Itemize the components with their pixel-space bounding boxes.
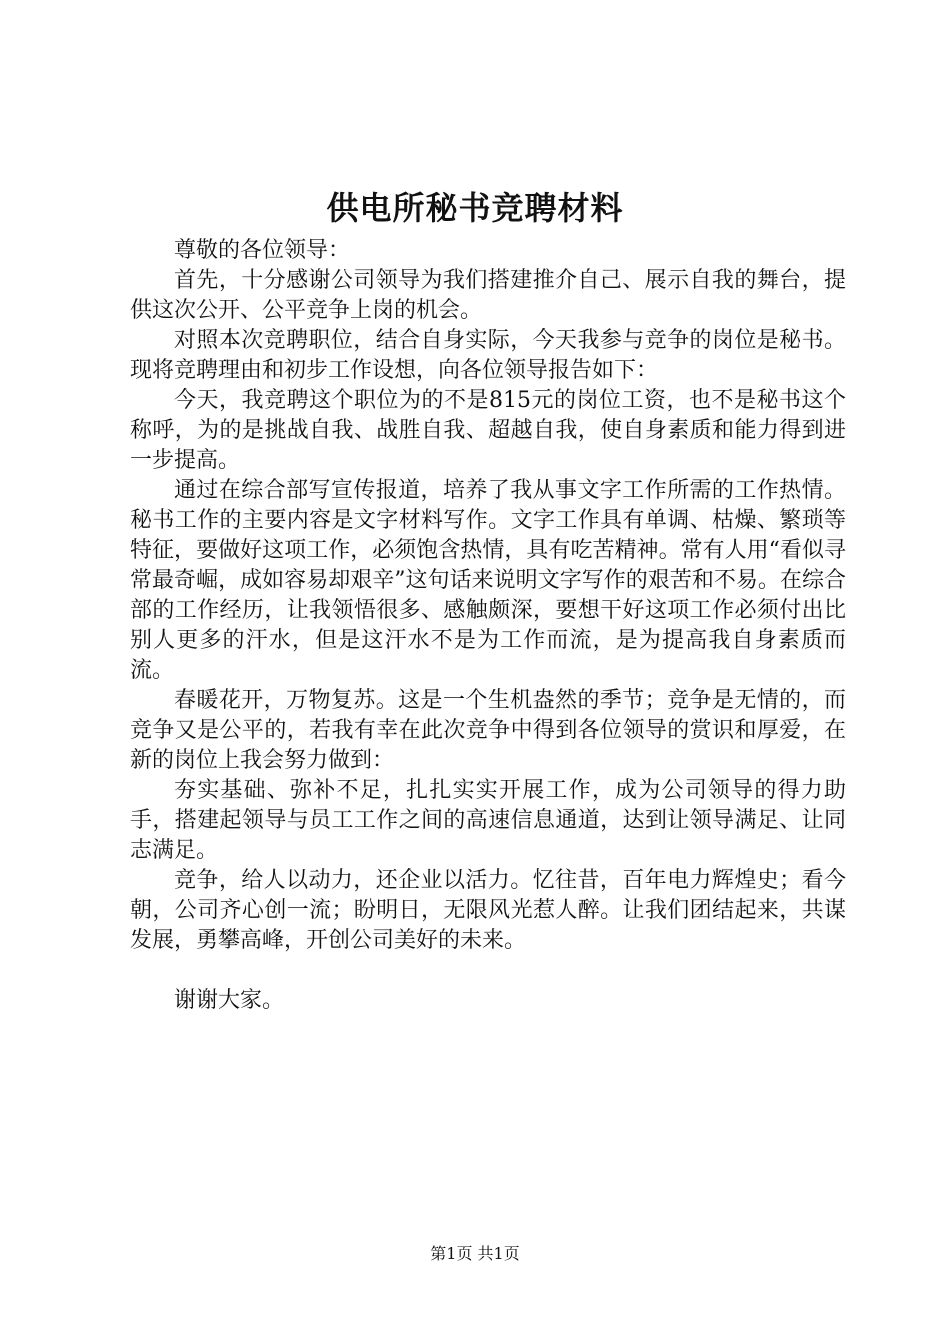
paragraph-5: 春暖花开，万物复苏。这是一个生机盎然的季节；竞争是无情的，而竞争又是公平的，若我有幸在此次竞争中得到各位领导的赏识和厚爱，在新的岗位上我会努力做到： [130,688,846,773]
paragraph-4: 通过在综合部写宣传报道，培养了我从事文字工作所需的工作热情。秘书工作的主要内容是文字材料写作。文字工作具有单调、枯燥、繁琐等特征，要做好这项工作，必须饱含热情，具有吃苦精神。常有人用“看似寻常最奇崛，成如容易却艰辛”这句话来说明文字写作的艰苦和不易。在综合部的工作经历，让我领悟很多、感触颇深，要想干好这项工作必须付出比别人更多的汗水，但是这汗水不是为工作而流，是为提高我自身素质而流。 [130,478,846,683]
paragraph-3: 今天，我竞聘这个职位为的不是815元的岗位工资，也不是秘书这个称呼，为的是挑战自我、战胜自我、超越自我，使自身素质和能力得到进一步提高。 [130,388,846,473]
closing: 谢谢大家。 [174,988,285,1013]
page-footer: 第1页 共1页 [430,1244,520,1263]
document-body [130,236,846,1016]
paragraph-1: 首先，十分感谢公司领导为我们搭建推介自己、展示自我的舞台，提供这次公开、公平竞争上岗的机会。 [130,268,846,323]
paragraph-7: 竞争，给人以动力，还企业以活力。忆往昔，百年电力辉煌史；看今朝，公司齐心创一流；盼明日，无限风光惹人醉。让我们团结起来，共谋发展，勇攀高峰，开创公司美好的未来。 [130,868,846,953]
document-title: 供电所秘书竞聘材料 [326,189,624,227]
greeting: 尊敬的各位领导： [174,238,351,263]
paragraph-6: 夯实基础、弥补不足，扎扎实实开展工作，成为公司领导的得力助手，搭建起领导与员工工作之间的高速信息通道，达到让领导满足、让同志满足。 [130,778,846,863]
paragraph-2: 对照本次竞聘职位，结合自身实际，今天我参与竞争的岗位是秘书。现将竞聘理由和初步工作设想，向各位领导报告如下： [130,328,846,383]
